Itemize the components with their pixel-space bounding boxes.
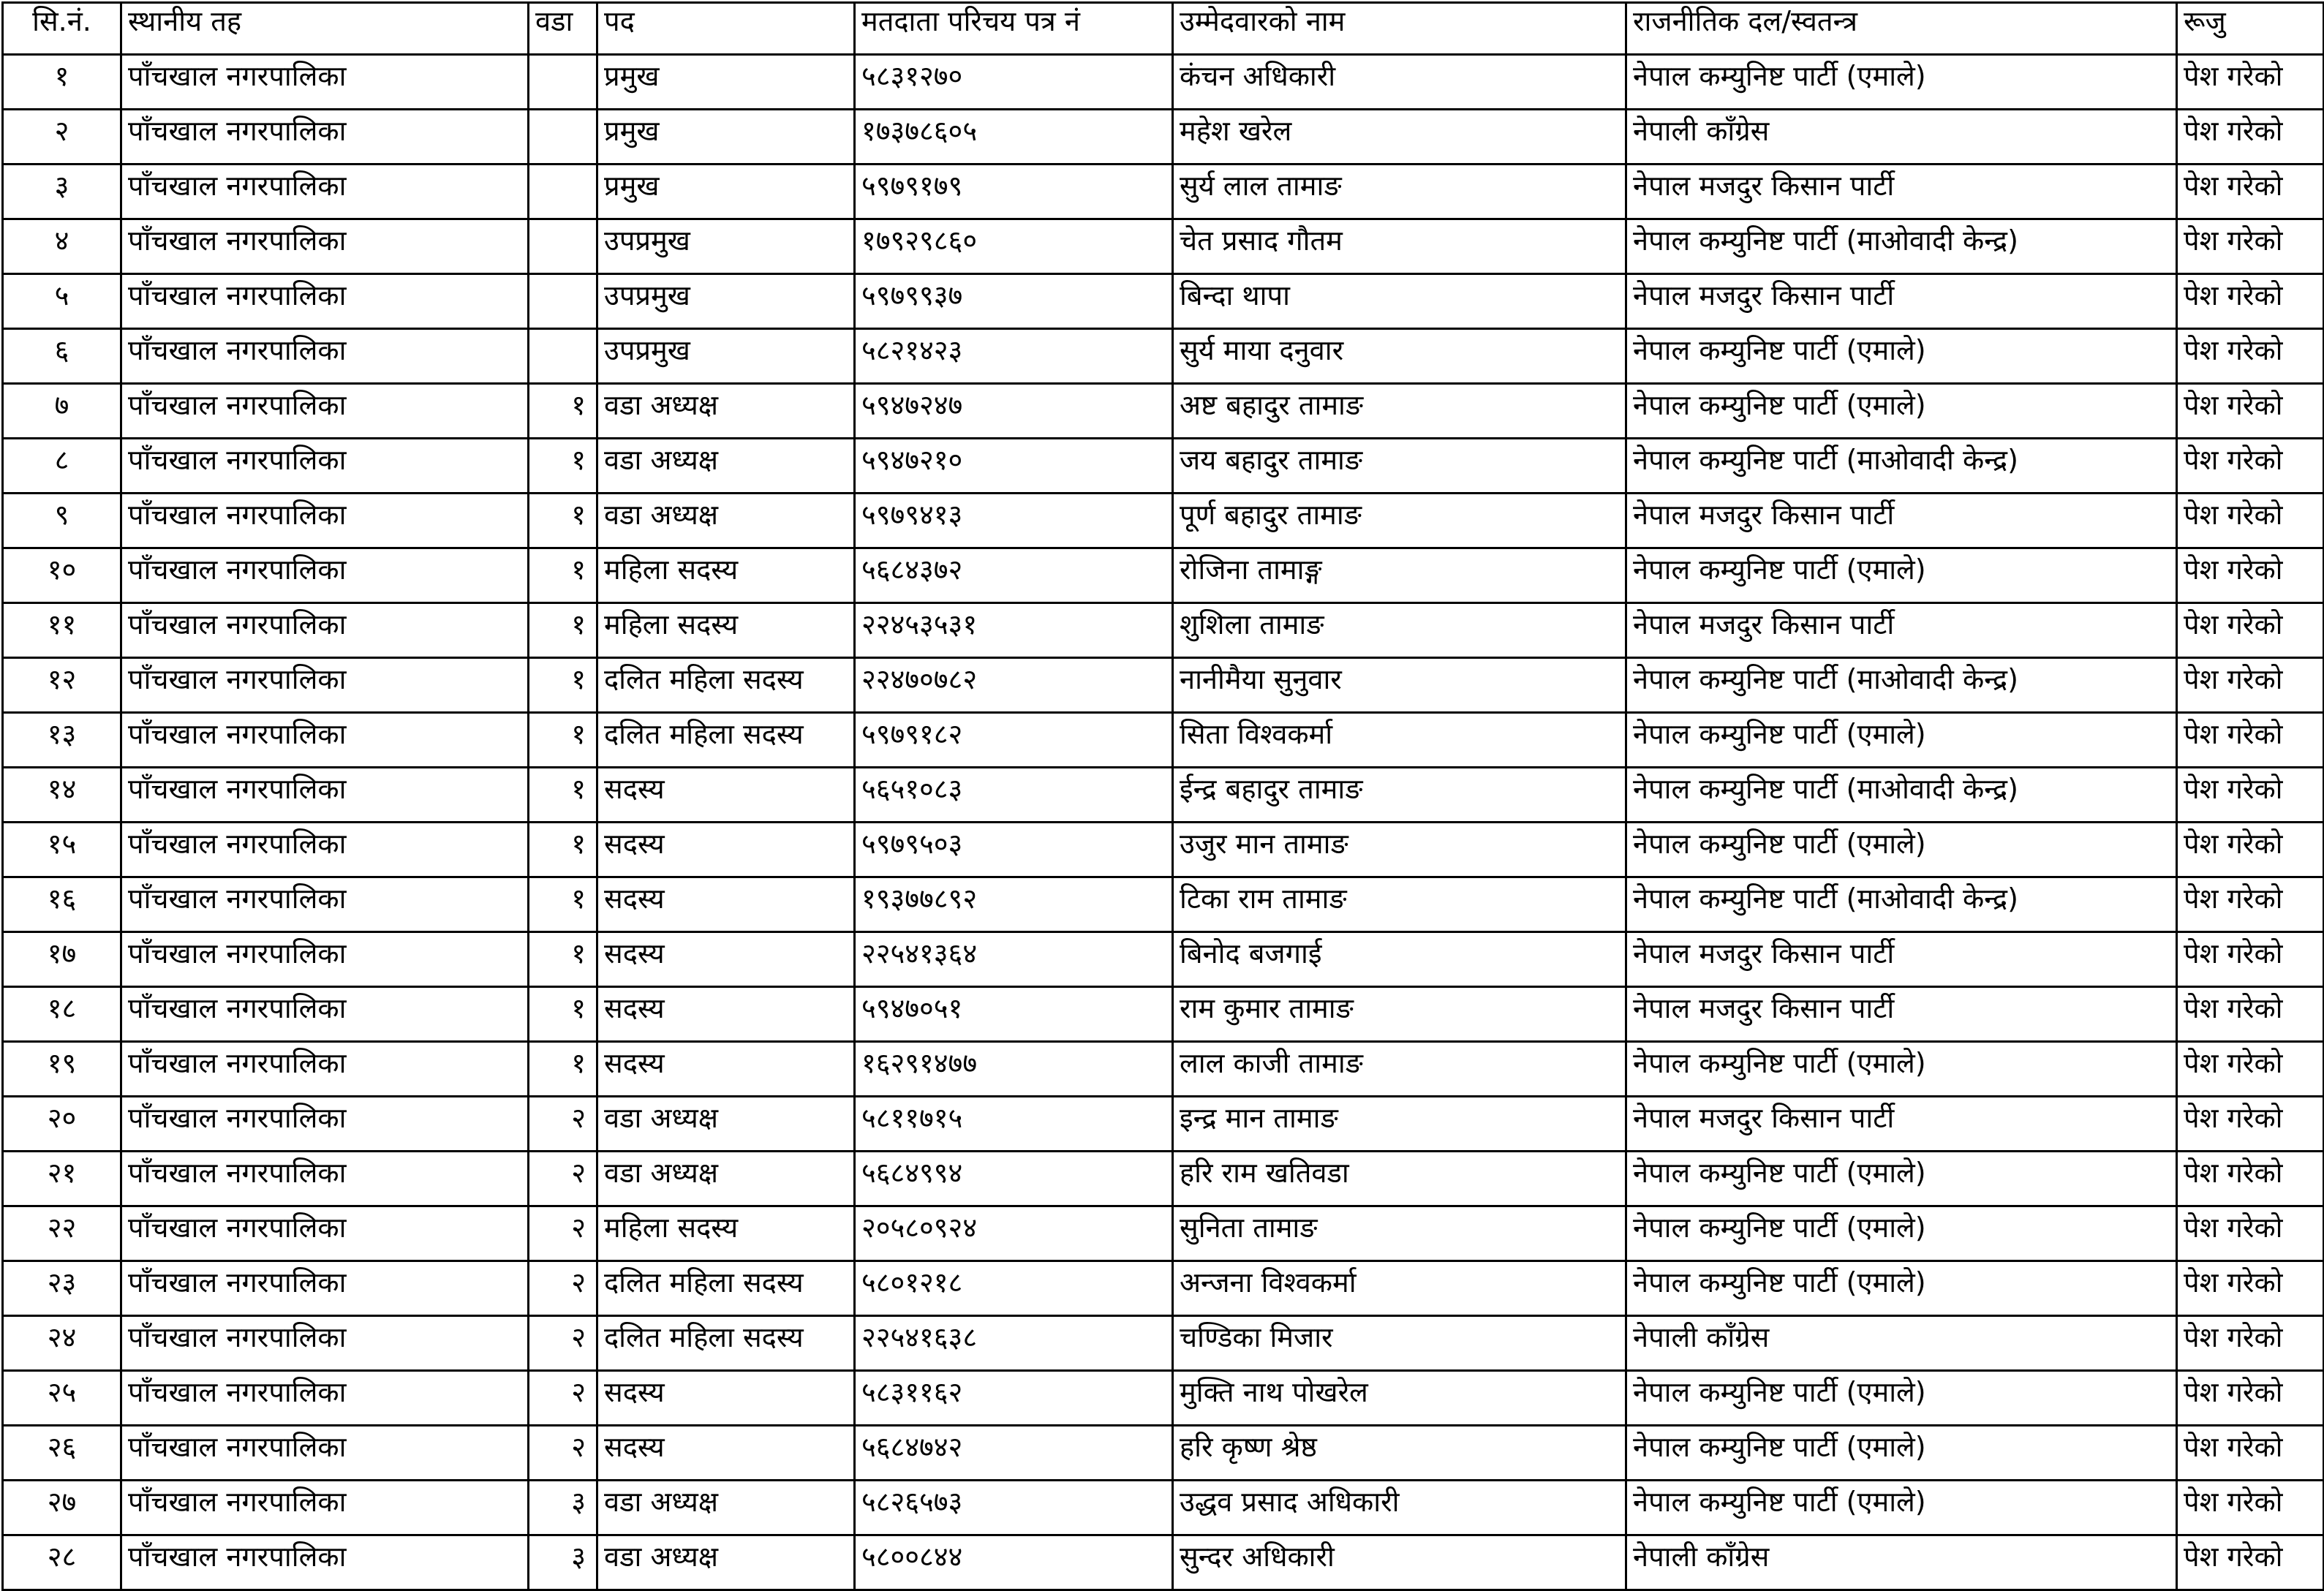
table-row: [3, 932, 2324, 987]
party-cell: नेपाल कम्युनिष्ट पार्टी (एमाले): [1626, 55, 2177, 110]
party-cell: नेपाल मजदुर किसान पार्टी: [1626, 987, 2177, 1042]
ward-cell: [529, 329, 597, 384]
voter-id-cell: ५९७९१७९: [855, 165, 1173, 219]
voter-id-cell: ५६८४९९४: [855, 1152, 1173, 1206]
party-cell: नेपाल कम्युनिष्ट पार्टी (एमाले): [1626, 548, 2177, 603]
verification-cell: पेश गरेको: [2177, 658, 2324, 713]
candidate-name-cell: अन्जना विश्वकर्मा: [1173, 1261, 1626, 1316]
candidate-name-cell: मुक्ति नाथ पोखरेल: [1173, 1371, 1626, 1426]
party-cell: नेपाल कम्युनिष्ट पार्टी (एमाले): [1626, 713, 2177, 768]
post-cell: वडा अध्यक्ष: [597, 1481, 855, 1535]
party-cell: नेपाल कम्युनिष्ट पार्टी (एमाले): [1626, 1371, 2177, 1426]
voter-id-cell: १६२९१४७७: [855, 1042, 1173, 1097]
verification-cell: पेश गरेको: [2177, 1371, 2324, 1426]
serial-no-cell: २३: [3, 1261, 121, 1316]
voter-id-cell: १७९२९८६०: [855, 219, 1173, 274]
party-cell: नेपाल मजदुर किसान पार्टी: [1626, 932, 2177, 987]
local-level-cell: पाँचखाल नगरपालिका: [121, 494, 529, 548]
party-cell: नेपाल मजदुर किसान पार्टी: [1626, 603, 2177, 658]
candidate-name-cell: बिन्दा थापा: [1173, 274, 1626, 329]
voter-id-cell: २२५४१३६४: [855, 932, 1173, 987]
serial-no-cell: १९: [3, 1042, 121, 1097]
verification-cell: पेश गरेको: [2177, 1152, 2324, 1206]
candidate-name-cell: राम कुमार तामाङ: [1173, 987, 1626, 1042]
local-level-cell: पाँचखाल नगरपालिका: [121, 768, 529, 823]
table-row: [3, 384, 2324, 439]
ward-cell: १: [529, 439, 597, 494]
post-cell: दलित महिला सदस्य: [597, 658, 855, 713]
candidate-list-sheet: [1, 1, 2323, 1573]
serial-no-cell: ७: [3, 384, 121, 439]
header-voter-id: मतदाता परिचय पत्र नं: [855, 3, 1173, 55]
post-cell: सदस्य: [597, 768, 855, 823]
candidate-name-cell: सिता विश्वकर्मा: [1173, 713, 1626, 768]
post-cell: दलित महिला सदस्य: [597, 1261, 855, 1316]
voter-id-cell: ५६५१०८३: [855, 768, 1173, 823]
ward-cell: २: [529, 1206, 597, 1261]
candidate-table: [1, 1, 2324, 1591]
verification-cell: पेश गरेको: [2177, 713, 2324, 768]
local-level-cell: पाँचखाल नगरपालिका: [121, 823, 529, 877]
serial-no-cell: १०: [3, 548, 121, 603]
party-cell: नेपाली काँग्रेस: [1626, 1316, 2177, 1371]
serial-no-cell: १३: [3, 713, 121, 768]
voter-id-cell: ५६८४३७२: [855, 548, 1173, 603]
local-level-cell: पाँचखाल नगरपालिका: [121, 1042, 529, 1097]
ward-cell: १: [529, 877, 597, 932]
table-row: [3, 548, 2324, 603]
table-row: [3, 823, 2324, 877]
ward-cell: [529, 219, 597, 274]
candidate-name-cell: चण्डिका मिजार: [1173, 1316, 1626, 1371]
local-level-cell: पाँचखाल नगरपालिका: [121, 877, 529, 932]
serial-no-cell: १: [3, 55, 121, 110]
ward-cell: [529, 55, 597, 110]
serial-no-cell: २२: [3, 1206, 121, 1261]
voter-id-cell: २०५८०९२४: [855, 1206, 1173, 1261]
ward-cell: २: [529, 1097, 597, 1152]
party-cell: नेपाल मजदुर किसान पार्टी: [1626, 274, 2177, 329]
serial-no-cell: ५: [3, 274, 121, 329]
table-row: [3, 1042, 2324, 1097]
candidate-name-cell: शुशिला तामाङ: [1173, 603, 1626, 658]
local-level-cell: पाँचखाल नगरपालिका: [121, 110, 529, 165]
table-row: [3, 1535, 2324, 1590]
party-cell: नेपाली काँग्रेस: [1626, 1535, 2177, 1590]
local-level-cell: पाँचखाल नगरपालिका: [121, 219, 529, 274]
candidate-name-cell: कंचन अधिकारी: [1173, 55, 1626, 110]
post-cell: वडा अध्यक्ष: [597, 1535, 855, 1590]
voter-id-cell: ५९७९४१३: [855, 494, 1173, 548]
ward-cell: १: [529, 1042, 597, 1097]
verification-cell: पेश गरेको: [2177, 1316, 2324, 1371]
verification-cell: पेश गरेको: [2177, 494, 2324, 548]
post-cell: सदस्य: [597, 1042, 855, 1097]
party-cell: नेपाल कम्युनिष्ट पार्टी (एमाले): [1626, 1152, 2177, 1206]
local-level-cell: पाँचखाल नगरपालिका: [121, 439, 529, 494]
table-row: [3, 329, 2324, 384]
verification-cell: पेश गरेको: [2177, 1097, 2324, 1152]
voter-id-cell: ५९४७२१०: [855, 439, 1173, 494]
verification-cell: पेश गरेको: [2177, 1481, 2324, 1535]
table-row: [3, 494, 2324, 548]
verification-cell: पेश गरेको: [2177, 1042, 2324, 1097]
ward-cell: २: [529, 1261, 597, 1316]
table-row: [3, 603, 2324, 658]
table-row: [3, 987, 2324, 1042]
local-level-cell: पाँचखाल नगरपालिका: [121, 1097, 529, 1152]
verification-cell: पेश गरेको: [2177, 548, 2324, 603]
voter-id-cell: ५९४७२४७: [855, 384, 1173, 439]
post-cell: सदस्य: [597, 987, 855, 1042]
post-cell: उपप्रमुख: [597, 329, 855, 384]
post-cell: वडा अध्यक्ष: [597, 1097, 855, 1152]
ward-cell: १: [529, 932, 597, 987]
candidate-name-cell: सुर्य माया दनुवार: [1173, 329, 1626, 384]
serial-no-cell: २१: [3, 1152, 121, 1206]
party-cell: नेपाल कम्युनिष्ट पार्टी (एमाले): [1626, 1206, 2177, 1261]
serial-no-cell: ४: [3, 219, 121, 274]
party-cell: नेपाल मजदुर किसान पार्टी: [1626, 494, 2177, 548]
candidate-name-cell: टिका राम तामाङ: [1173, 877, 1626, 932]
local-level-cell: पाँचखाल नगरपालिका: [121, 1152, 529, 1206]
party-cell: नेपाल कम्युनिष्ट पार्टी (माओवादी केन्द्र): [1626, 439, 2177, 494]
post-cell: सदस्य: [597, 1426, 855, 1481]
ward-cell: [529, 110, 597, 165]
voter-id-cell: ५९४७०५१: [855, 987, 1173, 1042]
ward-cell: [529, 274, 597, 329]
voter-id-cell: ५८३११६२: [855, 1371, 1173, 1426]
ward-cell: १: [529, 768, 597, 823]
local-level-cell: पाँचखाल नगरपालिका: [121, 55, 529, 110]
serial-no-cell: २: [3, 110, 121, 165]
party-cell: नेपाल कम्युनिष्ट पार्टी (एमाले): [1626, 823, 2177, 877]
table-row: [3, 110, 2324, 165]
serial-no-cell: १७: [3, 932, 121, 987]
voter-id-cell: १७३७८६०५: [855, 110, 1173, 165]
serial-no-cell: १८: [3, 987, 121, 1042]
candidate-name-cell: सुर्य लाल तामाङ: [1173, 165, 1626, 219]
header-serial-no: सि.नं.: [3, 3, 121, 55]
serial-no-cell: ३: [3, 165, 121, 219]
ward-cell: १: [529, 494, 597, 548]
post-cell: दलित महिला सदस्य: [597, 1316, 855, 1371]
ward-cell: १: [529, 603, 597, 658]
local-level-cell: पाँचखाल नगरपालिका: [121, 329, 529, 384]
table-row: [3, 439, 2324, 494]
local-level-cell: पाँचखाल नगरपालिका: [121, 1371, 529, 1426]
table-row: [3, 1481, 2324, 1535]
table-row: [3, 768, 2324, 823]
verification-cell: पेश गरेको: [2177, 932, 2324, 987]
voter-id-cell: १९३७७८९२: [855, 877, 1173, 932]
verification-cell: पेश गरेको: [2177, 1261, 2324, 1316]
candidate-name-cell: उद्धव प्रसाद अधिकारी: [1173, 1481, 1626, 1535]
party-cell: नेपाल कम्युनिष्ट पार्टी (एमाले): [1626, 1042, 2177, 1097]
post-cell: वडा अध्यक्ष: [597, 384, 855, 439]
candidate-name-cell: हरि कृष्ण श्रेष्ठ: [1173, 1426, 1626, 1481]
voter-id-cell: ५८२१४२३: [855, 329, 1173, 384]
local-level-cell: पाँचखाल नगरपालिका: [121, 548, 529, 603]
post-cell: उपप्रमुख: [597, 219, 855, 274]
verification-cell: पेश गरेको: [2177, 110, 2324, 165]
voter-id-cell: ५८०१२१८: [855, 1261, 1173, 1316]
table-row: [3, 658, 2324, 713]
serial-no-cell: ६: [3, 329, 121, 384]
candidate-name-cell: अष्ट बहादुर तामाङ: [1173, 384, 1626, 439]
header-candidate-name: उम्मेदवारको नाम: [1173, 3, 1626, 55]
local-level-cell: पाँचखाल नगरपालिका: [121, 1535, 529, 1590]
local-level-cell: पाँचखाल नगरपालिका: [121, 274, 529, 329]
serial-no-cell: ९: [3, 494, 121, 548]
party-cell: नेपाल कम्युनिष्ट पार्टी (माओवादी केन्द्र): [1626, 877, 2177, 932]
verification-cell: पेश गरेको: [2177, 439, 2324, 494]
table-header-row: [3, 3, 2324, 55]
candidate-name-cell: सुनिता तामाङ: [1173, 1206, 1626, 1261]
voter-id-cell: ५९७९१८२: [855, 713, 1173, 768]
verification-cell: पेश गरेको: [2177, 55, 2324, 110]
local-level-cell: पाँचखाल नगरपालिका: [121, 713, 529, 768]
serial-no-cell: १५: [3, 823, 121, 877]
candidate-name-cell: लाल काजी तामाङ: [1173, 1042, 1626, 1097]
party-cell: नेपाली काँग्रेस: [1626, 110, 2177, 165]
candidate-name-cell: ईन्द्र बहादुर तामाङ: [1173, 768, 1626, 823]
post-cell: वडा अध्यक्ष: [597, 494, 855, 548]
ward-cell: १: [529, 384, 597, 439]
local-level-cell: पाँचखाल नगरपालिका: [121, 384, 529, 439]
verification-cell: पेश गरेको: [2177, 274, 2324, 329]
party-cell: नेपाल कम्युनिष्ट पार्टी (माओवादी केन्द्र): [1626, 658, 2177, 713]
serial-no-cell: २६: [3, 1426, 121, 1481]
local-level-cell: पाँचखाल नगरपालिका: [121, 1426, 529, 1481]
verification-cell: पेश गरेको: [2177, 219, 2324, 274]
verification-cell: पेश गरेको: [2177, 603, 2324, 658]
header-post: पद: [597, 3, 855, 55]
verification-cell: पेश गरेको: [2177, 987, 2324, 1042]
table-row: [3, 1097, 2324, 1152]
candidate-name-cell: उजुर मान तामाङ: [1173, 823, 1626, 877]
header-local-level: स्थानीय तह: [121, 3, 529, 55]
post-cell: वडा अध्यक्ष: [597, 1152, 855, 1206]
table-row: [3, 877, 2324, 932]
voter-id-cell: ५८११७१५: [855, 1097, 1173, 1152]
verification-cell: पेश गरेको: [2177, 384, 2324, 439]
verification-cell: पेश गरेको: [2177, 768, 2324, 823]
table-row: [3, 1316, 2324, 1371]
voter-id-cell: ५६८४७४२: [855, 1426, 1173, 1481]
candidate-name-cell: रोजिना तामाङ्ग: [1173, 548, 1626, 603]
table-body: [3, 55, 2324, 1590]
post-cell: वडा अध्यक्ष: [597, 439, 855, 494]
serial-no-cell: ११: [3, 603, 121, 658]
post-cell: दलित महिला सदस्य: [597, 713, 855, 768]
party-cell: नेपाल कम्युनिष्ट पार्टी (एमाले): [1626, 1426, 2177, 1481]
serial-no-cell: २८: [3, 1535, 121, 1590]
ward-cell: २: [529, 1152, 597, 1206]
post-cell: सदस्य: [597, 877, 855, 932]
voter-id-cell: २२५४१६३८: [855, 1316, 1173, 1371]
table-row: [3, 55, 2324, 110]
verification-cell: पेश गरेको: [2177, 1535, 2324, 1590]
verification-cell: पेश गरेको: [2177, 1206, 2324, 1261]
header-verification: रूजु: [2177, 3, 2324, 55]
local-level-cell: पाँचखाल नगरपालिका: [121, 165, 529, 219]
table-row: [3, 219, 2324, 274]
voter-id-cell: ५९७९९३७: [855, 274, 1173, 329]
candidate-name-cell: महेश खरेल: [1173, 110, 1626, 165]
ward-cell: १: [529, 823, 597, 877]
serial-no-cell: १४: [3, 768, 121, 823]
post-cell: सदस्य: [597, 932, 855, 987]
header-ward: वडा: [529, 3, 597, 55]
party-cell: नेपाल कम्युनिष्ट पार्टी (एमाले): [1626, 1481, 2177, 1535]
post-cell: प्रमुख: [597, 165, 855, 219]
header-party: राजनीतिक दल/स्वतन्त्र: [1626, 3, 2177, 55]
ward-cell: २: [529, 1371, 597, 1426]
local-level-cell: पाँचखाल नगरपालिका: [121, 603, 529, 658]
candidate-name-cell: जय बहादुर तामाङ: [1173, 439, 1626, 494]
party-cell: नेपाल कम्युनिष्ट पार्टी (एमाले): [1626, 1261, 2177, 1316]
verification-cell: पेश गरेको: [2177, 329, 2324, 384]
post-cell: सदस्य: [597, 1371, 855, 1426]
serial-no-cell: २०: [3, 1097, 121, 1152]
ward-cell: २: [529, 1316, 597, 1371]
table-row: [3, 165, 2324, 219]
voter-id-cell: २२४५३५३१: [855, 603, 1173, 658]
ward-cell: १: [529, 548, 597, 603]
voter-id-cell: ५८२६५७३: [855, 1481, 1173, 1535]
voter-id-cell: ५९७९५०३: [855, 823, 1173, 877]
ward-cell: १: [529, 713, 597, 768]
verification-cell: पेश गरेको: [2177, 165, 2324, 219]
candidate-name-cell: चेत प्रसाद गौतम: [1173, 219, 1626, 274]
post-cell: प्रमुख: [597, 110, 855, 165]
verification-cell: पेश गरेको: [2177, 1426, 2324, 1481]
verification-cell: पेश गरेको: [2177, 877, 2324, 932]
voter-id-cell: ५८००८४४: [855, 1535, 1173, 1590]
local-level-cell: पाँचखाल नगरपालिका: [121, 932, 529, 987]
party-cell: नेपाल मजदुर किसान पार्टी: [1626, 165, 2177, 219]
local-level-cell: पाँचखाल नगरपालिका: [121, 1481, 529, 1535]
ward-cell: १: [529, 658, 597, 713]
local-level-cell: पाँचखाल नगरपालिका: [121, 987, 529, 1042]
party-cell: नेपाल कम्युनिष्ट पार्टी (माओवादी केन्द्र): [1626, 219, 2177, 274]
candidate-name-cell: हरि राम खतिवडा: [1173, 1152, 1626, 1206]
local-level-cell: पाँचखाल नगरपालिका: [121, 1261, 529, 1316]
serial-no-cell: २४: [3, 1316, 121, 1371]
party-cell: नेपाल कम्युनिष्ट पार्टी (एमाले): [1626, 384, 2177, 439]
voter-id-cell: २२४७०७८२: [855, 658, 1173, 713]
candidate-name-cell: सुन्दर अधिकारी: [1173, 1535, 1626, 1590]
candidate-name-cell: बिनोद बजगाई: [1173, 932, 1626, 987]
candidate-name-cell: इन्द्र मान तामाङ: [1173, 1097, 1626, 1152]
ward-cell: ३: [529, 1535, 597, 1590]
ward-cell: [529, 165, 597, 219]
verification-cell: पेश गरेको: [2177, 823, 2324, 877]
post-cell: महिला सदस्य: [597, 603, 855, 658]
post-cell: सदस्य: [597, 823, 855, 877]
table-row: [3, 1152, 2324, 1206]
table-row: [3, 1206, 2324, 1261]
party-cell: नेपाल कम्युनिष्ट पार्टी (माओवादी केन्द्र): [1626, 768, 2177, 823]
serial-no-cell: २७: [3, 1481, 121, 1535]
post-cell: महिला सदस्य: [597, 548, 855, 603]
party-cell: नेपाल मजदुर किसान पार्टी: [1626, 1097, 2177, 1152]
post-cell: उपप्रमुख: [597, 274, 855, 329]
serial-no-cell: १६: [3, 877, 121, 932]
candidate-name-cell: नानीमैया सुनुवार: [1173, 658, 1626, 713]
ward-cell: १: [529, 987, 597, 1042]
post-cell: प्रमुख: [597, 55, 855, 110]
party-cell: नेपाल कम्युनिष्ट पार्टी (एमाले): [1626, 329, 2177, 384]
ward-cell: २: [529, 1426, 597, 1481]
local-level-cell: पाँचखाल नगरपालिका: [121, 1206, 529, 1261]
ward-cell: ३: [529, 1481, 597, 1535]
voter-id-cell: ५८३१२७०: [855, 55, 1173, 110]
post-cell: महिला सदस्य: [597, 1206, 855, 1261]
table-row: [3, 1426, 2324, 1481]
table-row: [3, 1371, 2324, 1426]
candidate-name-cell: पूर्ण बहादुर तामाङ: [1173, 494, 1626, 548]
table-row: [3, 1261, 2324, 1316]
local-level-cell: पाँचखाल नगरपालिका: [121, 1316, 529, 1371]
serial-no-cell: १२: [3, 658, 121, 713]
table-row: [3, 274, 2324, 329]
local-level-cell: पाँचखाल नगरपालिका: [121, 658, 529, 713]
serial-no-cell: ८: [3, 439, 121, 494]
serial-no-cell: २५: [3, 1371, 121, 1426]
table-row: [3, 713, 2324, 768]
